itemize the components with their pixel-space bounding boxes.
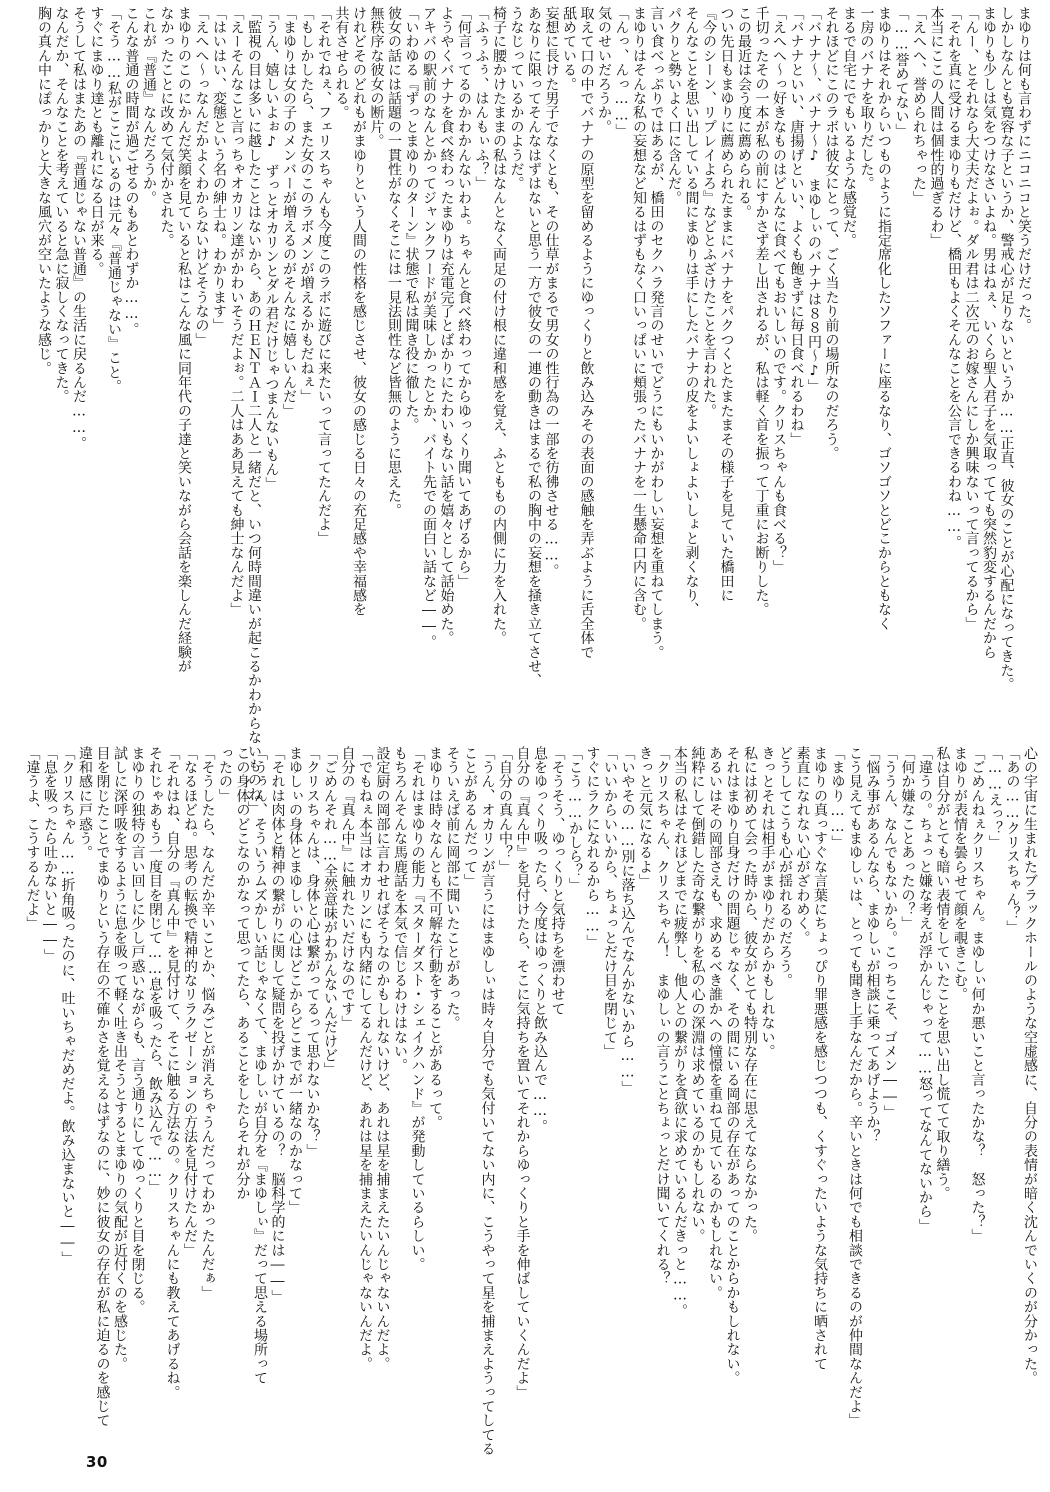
text-line: 「……えっ？」 [987,746,1003,850]
text-line: 「それを真に受けるまゆりもだけど、橋田もよくそんなことを公言できるわね……。 [946,6,962,550]
text-line: まゆりはそれからいつものように指定席化したソファーに座るなり、ゴソゴソとどこからともなく [876,6,892,631]
text-line: 「クリスちゃん、クリスちゃん！ まゆしぃの言うことちょっとだけ聞いてくれる？ [654,746,671,1286]
text-line: 「えへへ、誉められちゃった」 [911,6,927,205]
text-line: 「それは肉体と精神の繋がりに関して疑問を投げかけているの？ 脳科学的には――」 [269,746,286,1304]
text-line: つい先日もまゆりに薦められたままにバナナをパクつくとたまたまその様子を見ていた橋田に [718,6,735,603]
text-line: なんだか、そんなことを考えていると急に寂しくなってきた。 [53,6,70,404]
text-line: 「悩み事があるんなら、まゆしぃが相談に乗ってあげようか？ [864,746,881,1144]
text-line: 設定厨の岡部に言わせればそうなのかもしれないけど、あれは星を捕まえたいんじゃないんだよ。 [374,746,391,1371]
text-line: 胸の真ん中にぽっかりと大きな風穴が空いたような感じ。 [36,6,52,376]
text-line: 「何か嫌なことあったの？」 [899,746,916,931]
text-line: 「違うよ、こうするんだよ」 [24,746,41,931]
text-line: 「何言ってるのかわかんないわよ。ちゃんと食べ終わってからゆっくり聞いてあげるから」 [456,6,472,589]
text-line: 無秩序な彼女の断片。 [368,6,385,148]
text-line: 本当の私はそれほどまでに疲弊し、他人との繋がりを貪欲に求めているんだきっと……。 [672,746,688,1318]
text-line: まゆりは時々なんとも不可解な行動をすることがあるって。 [427,746,443,1130]
text-line: 本当にここの人間は個性的過ぎるわ」 [928,6,945,248]
text-line: 「でもねぇ本当はオカリンにも内緒にしてるんだけど、あれは星を捕まえたいんじゃないんだよ。 [357,746,373,1371]
text-line: 「監視の目は多いに越したことはないから、あのＨＥＮＴＡＩ二人と一緒だと、いつ何時間違いが起こるかわからないものね」 [246,6,262,816]
text-line: 「なるほどね。思考の転換で精神的なリラクゼーションの方法を見付けたんだ」 [182,746,198,1258]
text-line: 自分の『真ん中』を見付けたら、そこに気持ちを置いてそれからゆっくりと手を伸ばしていくんだよ」 [514,746,531,1400]
text-line: 「そうそう、ゆっくりと気持ちを漂わせて [549,746,566,1016]
text-line: どうしてこうも心が揺れるのだろう。 [777,746,793,988]
text-line: 「ううん、なんでもないから。こっちこそ、ゴメン――」 [882,746,898,1120]
text-line: 「うん、嬉しいよぉ♪ ずっとオカリンとダル君だけじゃつまんないもん」 [263,6,280,491]
text-line: 「いいからいいから、ちょっとだけ目を閉じて」 [602,746,618,1059]
text-line: 「クリスちゃん……折角吸ったのに、吐いちゃだめだよ。飲み込まないと――」 [59,746,76,1266]
text-line: 素直になれない心がざわめく。 [794,746,811,945]
text-line: 「クリスちゃんは、身体と心は繋がってるって思わないかな？」 [304,746,321,1158]
text-line: 私には初めて会った時から、彼女がとても特別な存在に思えてならなかった。 [742,746,758,1243]
text-line: 「まゆりは女の子のメンバーが増えるのがそんなに嬉しいんだ」 [281,6,297,418]
text-line: それじゃあもう一度目を閉じて……息を吸ったら、飲み込んで……」 [147,746,163,1195]
text-line: 「えへへ〜っなんだかよくわからないけどそうなの」 [193,6,210,347]
text-line: こんな普通の時間が過ごせるのもあとわずか……。 [123,6,140,337]
text-line: そういえば前に岡部に聞いたことがあった。 [444,746,461,1030]
text-line: パクりと勢いよく口に含んだ。 [666,6,682,205]
text-line: 『今のシーン、リプレイよろ』などとふざけたことを言われた。 [701,6,717,418]
text-line: 息をゆっくり吸ったら、今度はゆっくりと飲み込んで……。 [532,746,548,1134]
text-line: 「ふぅふぅ、はんもぃふ？」 [473,6,490,191]
text-line: 「ごめんねぇクリスちゃん。まゆしぃ何か悪いこと言ったかな？ 怒った？」 [969,746,986,1243]
text-line: 「それはまゆりの能力『スターダスト・シェイクハンド』が発動しているらしい。 [409,746,426,1272]
text-line: すぐにラクになれるから……」 [584,746,601,949]
text-line: 「えへへ〜っ好きなものはどんなに食べてもおいしいのです。クリスちゃんも食べる？」 [771,6,787,574]
text-line: 「……誉めてない」 [893,6,910,138]
page-number: 30 [86,1453,108,1471]
text-line: この最近は会う度に薦められる。 [736,6,752,219]
text-line: まゆしぃの身体とまゆしぃの心はどこからどこまでが一緒なのかなって」 [287,746,303,1215]
text-line: うなじっているかのようだ。 [508,6,525,191]
text-line: 気のせいだろうか。 [596,6,612,134]
text-line: 自分の『真ん中』に触れたいだけなのです」 [339,746,356,1030]
text-line: 「こう……かしら？」 [567,746,583,892]
text-line: 「それでねぇ、フェリスちゃんも今度このラボに遊びに来たいって言ってたんだよ」 [316,6,332,546]
text-line: 「いわゆる『ずっとまゆりのターン』状態で私は聞き役に徹した。 [403,6,420,432]
text-line: 「違うの。ちょっと嫌な考えが浮かんじゃって……怒ってなんてないから」 [917,746,933,1233]
text-line: あるいはその岡部さえも、求めるべき誰かへの憧憬を重ねて見ているのかもしれない。 [707,746,723,1300]
text-line: こう見えてもまゆしぃは、とっても聞き上手なんだから。辛いときは何でも相談できるのが仲間なんだよ」 [847,746,863,1428]
text-line: そんなことを思い出している間にまゆりは手にしたバナナの皮をよいしょよいしょと剥くなり、 [683,6,700,617]
text-line: まゆりが表情を曇らせて顔を覗きこむ。 [952,746,968,1002]
text-line: あなりに限ってそんなはずはないと思う一方で彼女の一連の動きはまるで私の胸中の妄想を掻き立てさせ、 [526,6,542,688]
text-line: そうして私はまたあの『普通じゃない普通』の生活に戻るんだ……。 [71,6,87,451]
text-line: 「バナナといい、唐揚げといい、よくも飽きずに毎日食べれるわね」 [788,6,805,447]
text-line: 「うぅん、そういうムズかしい話じゃなくて、まゆしぃが自分を『まゆしぃ』だって思える場所って [252,746,268,1385]
text-line: 違和感に戸惑う。 [77,746,93,860]
text-line: 「あの……クリスちゃん？」 [1004,746,1021,935]
text-line: それほどにこのラボは彼女にとって、ごく当たり前の場所なのだろう。 [823,6,840,461]
text-line: まゆりは何も言わずにニコニコと笑うだけだった。 [1016,6,1032,333]
text-line: 純粋にして倒錯した奇な繋がりを私の心の深淵は求めているのかもしれない。 [689,746,706,1243]
text-line: まゆりの真っすぐな言葉にちょっぴり罪悪感を感じつつも、くすぐったいような気持ちに晒されて [812,746,828,1371]
text-line: ったの」 [217,746,233,803]
text-line: まゆりのこのにかんだ笑顔を見ていると私はこんな風に同年代の子達と笑いながら会話を楽しんだ経験が [176,6,192,674]
text-line: 言い食べっぷりではあるが、橋田のセクハラ発言のせいでどうにもいかがわしい妄想を重ねてしまう。 [648,6,665,660]
text-line: 私は自分がとても暗い表情をしていたことを思い出し慌てて取り繕う。 [934,746,951,1201]
text-line: まゆりの独特の言い回しに少し戸惑いながらも、言う通りにしてゆっくりと目を閉じる。 [129,746,146,1314]
text-line: それはまゆり自身だけの問題じゃなく、その間にいる岡部の存在があってのことからかもしれない。 [724,746,741,1385]
text-line: この身体のどこなのかなって思ってたら、あることをしたらそれが分か [234,746,251,1201]
text-line: 「自分の真ん中？」 [497,746,513,874]
text-line: 舐めている。 [561,6,577,92]
text-line: 「もしかしたら、また女のこのラボメンが増えるかもだねぇ」 [298,6,315,404]
text-line: ことがあるんだって」 [462,746,478,888]
text-line: けれどそのどれもがまゆりという人間の性格を感じさせ、彼女の感じる日々の充足感や幸福感を [351,6,367,617]
text-line: きっと元気になるよ」 [637,746,653,888]
text-line: 「まゆり……」 [829,746,846,850]
text-line: 「うん、オカリンが言うにはまゆしぃは時々自分でも気付いてない内に、こうやって星を捕まえようってしてる [479,746,496,1456]
text-line: もちろんそんな馬鹿話を本気で信じるわけはない。 [392,746,408,1073]
text-line: きっとそれは相手がまゆりだからかもしれない。 [759,746,776,1059]
text-line: 妄想に長けた男子でなくとも、その仕草がまるで男女の性行為の一部を彷彿させる……。 [543,6,560,578]
text-line: 心の宇宙に生まれたブラックホールのような空虚感に、自分の表情が暗く沈んでいくのが分かった。 [1022,746,1038,1385]
text-line: 彼女の話には話題の一貫性がなくそこには一見法則性など皆無のように思えた。 [386,6,402,518]
text-line: しかしなんとも寛容な子というか、警戒心が足りないというか……正直、彼女のことが心配になってきた。 [998,6,1015,692]
text-line: 「バナナ〜、バナナ〜♪ まゆしぃのバナナは８８円〜♪」 [806,6,822,394]
text-line: アキバの駅前のなんとかってジャンクフードが美味しかったとか、バイト先での面白い話など――。 [421,6,437,649]
text-line: 「んっ、んっ……」 [613,6,630,138]
text-line: 「そう……私がここにいるのは元々『普通じゃない』こと。 [106,6,122,394]
text-line: 「それはね、自分の『真ん中』を見付けて、そこに触る方法なの。クリスちゃんにも教えてあげるね。 [164,746,181,1400]
text-line: ようやくバナナを食べ終わったまゆりは充電完了とばかりにたわいもない話を嬉々として話始めた。 [438,6,455,645]
text-line: 千切ったその一本が私の前にすかさず差し出されるが、私は軽く首を振って丁重にお断りした。 [753,6,770,617]
text-line: まゆりはそんな私の妄想など知るはずもなく口いっぱいに頬張ったバナナを一生懸命口内に含む。 [631,6,647,631]
text-line: 「そうしたら、なんだか辛いことか、悩みごとが消えちゃうんだってわかったんだぁ」 [199,746,216,1300]
text-line: 「んー、とそれなら大丈夫だよぉ。ダル君は二次元のお嫁さんにしか興味ないって言ってるから」 [963,6,980,631]
text-line: 共有させられる。 [333,6,350,120]
text-line: 「息を吸ったら吐かないと――」 [42,746,58,963]
text-line: 取えて口の中でバナナの原型を留めるようにゆっくりと飲み込みその表面の感触を弄ぶように舌全体で [578,6,595,660]
text-line: まるで自宅にでもいるような感覚だ。 [841,6,857,248]
text-line: 「えーそんなこと言っちゃオカリン達がかわいそうだよぉ。二人はああ見えても紳士なんだよ」 [228,6,245,617]
text-line: なかったことに改めて気付かされた。 [158,6,175,248]
text-line: 「いやその……別に落ち込んでなんかないから……」 [619,746,636,1095]
text-line: 「はいはい、変態という名の紳士ね。わかります」 [211,6,227,333]
text-line: これが『普通』なんだろうか。 [141,6,157,205]
text-line: 目を閉じたことでまゆりという存在の不確かさを覚えるはずなのに、妙に彼女の存在が私に迫るのを感じて [94,746,111,1428]
text-line: すぐにまゆり達とも離れになる日が来る。 [88,6,105,276]
text-line: 試しに深呼吸をするように息を吸って軽く吐き出そうとするとまゆりの気配が近付くのを感じた。 [112,746,128,1371]
text-line: まゆりも少しは気をつけなさいよね。男はねぇ、いくら聖人君子を気取ってても突然豹変するんだから [981,6,997,660]
text-line: 椅子に腰かけたままの私はなんとなく両足の付け根に違和感を覚え、ふとももの内側に力を入れた。 [491,6,507,645]
text-line: 「ごめんそれ……全然意味がわかんないんだけど」 [322,746,338,1077]
text-line: 一房のバナナを取りだした。 [858,6,875,191]
